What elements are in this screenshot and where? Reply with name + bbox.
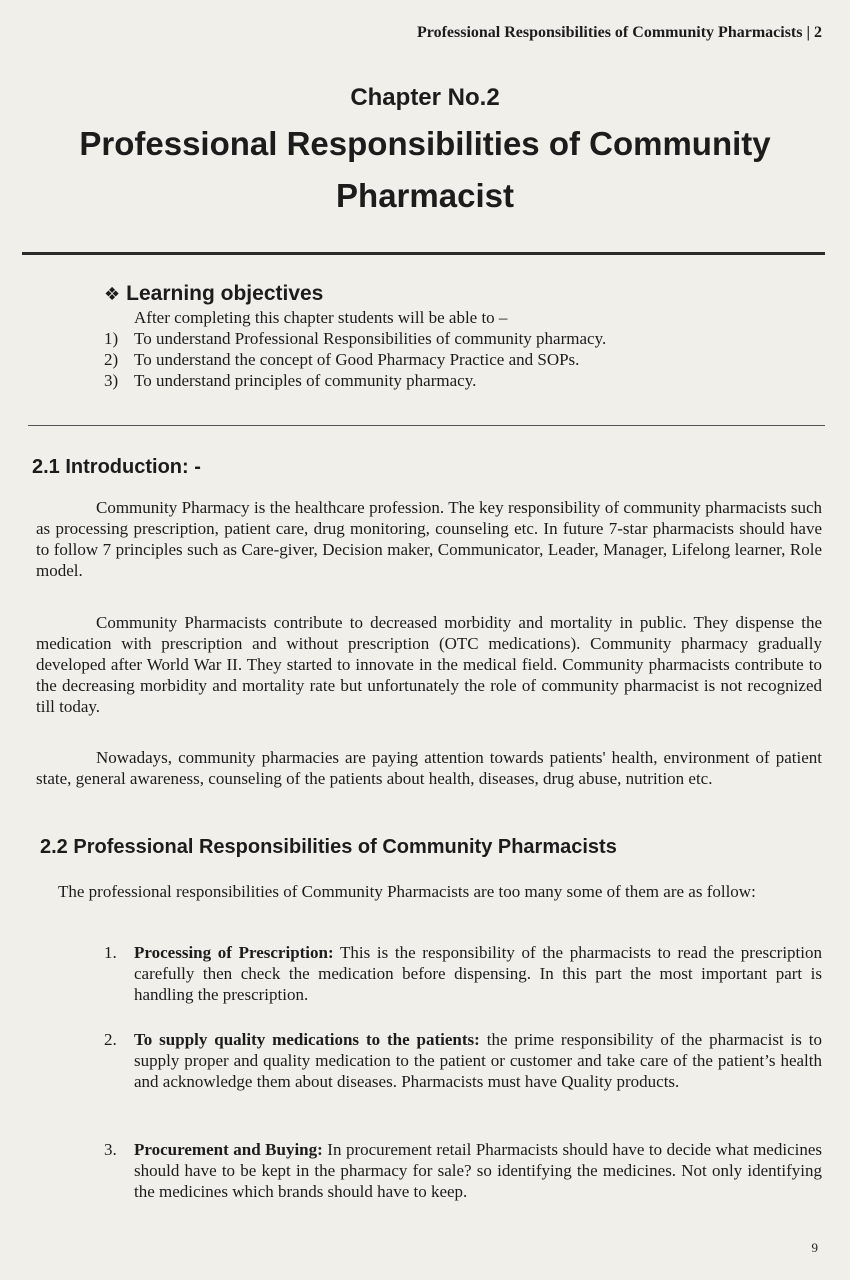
responsibility-number: 2. — [104, 1030, 117, 1049]
intro-paragraph-3-text: Nowadays, community pharmacies are paying attention towards patients' health, environment of patient state, general awareness, counseling of the patients about health, diseases, drug abuse, nutrition etc. — [36, 748, 822, 788]
responsibility-text: the prime responsibility of the pharmacist is to supply proper and quality medication to the patient or customer and take care of the patient’s health and acknowledge them about diseases. Pharmacists must have Quality products. — [134, 1030, 822, 1091]
responsibility-text: In procurement retail Pharmacists should have to decide what medicines should have to be kept in the pharmacy for sale? so identifying the medicines. Not only identifying the medicines which brands should have to keep. — [134, 1140, 822, 1201]
responsibility-number: 1. — [104, 943, 117, 962]
objective-text: To understand the concept of Good Pharmacy Practice and SOPs. — [134, 350, 580, 369]
responsibility-title: Processing of Prescription: — [134, 943, 334, 962]
learning-objectives-heading — [104, 282, 804, 306]
diamond-bullet-icon: ❖ — [104, 284, 121, 304]
responsibility-number: 3. — [104, 1140, 117, 1159]
objective-item — [104, 329, 804, 349]
intro-paragraph-2-text: Community Pharmacists contribute to decreased morbidity and mortality in public. They dispense the medication with prescription and without prescription (OTC medications). Community pharmacy gradually developed after World War II. They started to innovate in the medical field. Community pharmacists contribute to the decreasing morbidity and mortality rate but unfortunately the role of community pharmacist is not recognized till today. — [36, 613, 822, 716]
chapter-number: Chapter No.2 — [350, 84, 500, 111]
responsibility-item — [104, 1029, 822, 1092]
chapter-title-line-1: Professional Responsibilities of Community — [79, 125, 771, 162]
responsibilities-list-2 — [104, 1029, 822, 1092]
page-number: 9 — [811, 1240, 818, 1255]
chapter-title-line-2: Pharmacist — [336, 177, 514, 214]
objective-number: 1) — [104, 329, 119, 348]
objective-text: To understand principles of community pharmacy. — [134, 371, 477, 390]
responsibility-text: This is the responsibility of the pharmacists to read the prescription carefully then check the medication before dispensing. In this part the most important part is handling the prescription. — [134, 943, 822, 1004]
responsibilities-list-1 — [104, 942, 822, 1005]
running-header: Professional Responsibilities of Community Pharmacists | 2 — [416, 24, 822, 41]
learning-objectives-intro: After completing this chapter students will be able to – — [134, 308, 508, 327]
objective-text: To understand Professional Responsibilities of community pharmacy. — [134, 329, 607, 348]
objective-number: 2) — [104, 350, 119, 369]
objective-number: 3) — [104, 371, 119, 390]
learning-objectives — [104, 282, 804, 392]
learning-objectives-title: Learning objectives — [126, 282, 324, 305]
section-2-1-heading: 2.1 Introduction: - — [32, 456, 201, 478]
objective-item — [104, 371, 804, 391]
responsibility-title: To supply quality medications to the patients: — [134, 1030, 480, 1049]
responsibility-item — [104, 1139, 822, 1202]
objective-item — [104, 350, 804, 370]
responsibilities-intro: The professional responsibilities of Community Pharmacists are too many some of them are as follow: — [58, 882, 756, 901]
title-divider — [22, 252, 825, 255]
section-2-2-heading: 2.2 Professional Responsibilities of Community Pharmacists — [40, 836, 617, 858]
intro-paragraph-1-text: Community Pharmacy is the healthcare profession. The key responsibility of community pharmacists such as processing prescription, patient care, drug monitoring, counseling etc. In future 7-star pharmacists should have to follow 7 principles such as Care-giver, Decision maker, Communicator, Leader, Manager, Lifelong learner, Role model. — [36, 498, 822, 580]
intro-paragraph-2 — [36, 612, 822, 717]
objectives-divider — [28, 425, 825, 426]
intro-paragraph-1 — [36, 497, 822, 581]
responsibilities-list-3 — [104, 1139, 822, 1202]
responsibility-item — [104, 942, 822, 1005]
responsibility-title: Procurement and Buying: — [134, 1140, 323, 1159]
chapter-title — [0, 118, 850, 222]
learning-objectives-list — [104, 329, 804, 391]
intro-paragraph-3 — [36, 747, 822, 789]
